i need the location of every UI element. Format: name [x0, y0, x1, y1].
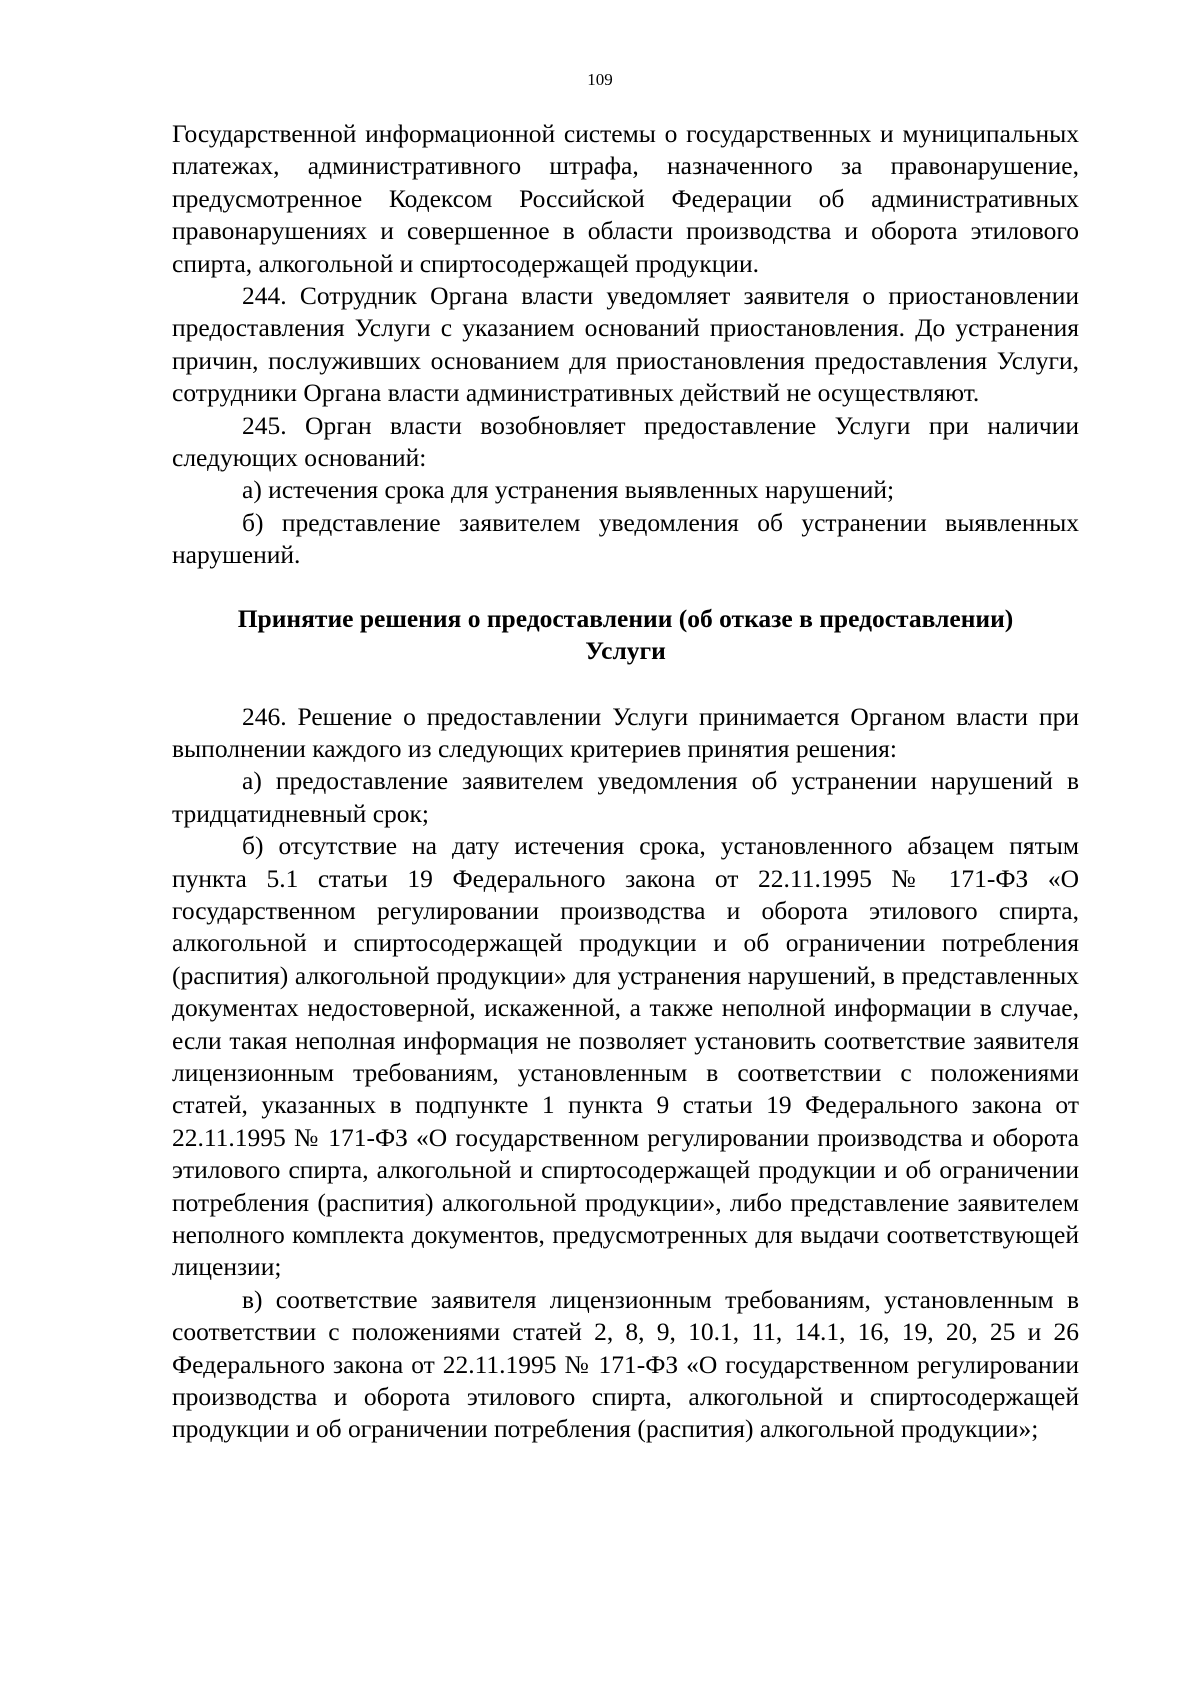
paragraph: 245. Орган власти возобновляет предоставление Услуги при наличии следующих оснований:: [172, 410, 1079, 473]
heading-line-2: Услуги: [585, 636, 666, 666]
paragraph: б) представление заявителем уведомления об устранении выявленных нарушений.: [172, 507, 1079, 570]
paragraph: б) отсутствие на дату истечения срока, установленного абзацем пятым пункта 5.1 статьи 19 Федерального закона от 22.11.1995 № 171-ФЗ «О государственном регулировании производства и оборота этилового спирта, алкогольной и спиртосодержащей продукции и об ограничении потребления (распития) алкогольной продукции» для устранения нарушений, в представленных документах недостоверной, искаженной, а также неполной информации в случае, если такая неполная информация не позволяет установить соответствие заявителя лицензионным требованиям, установленным в соответствии с положениями статей, указанных в подпункте 1 пункта 9 статьи 19 Федерального закона от 22.11.1995 № 171-ФЗ «О государственном регулировании производства и оборота этилового спирта, алкогольной и спиртосодержащей продукции и об ограничении потребления (распития) алкогольной продукции», либо представление заявителем неполного комплекта документов, предусмотренных для выдачи соответствующей лицензии;: [172, 831, 1079, 1282]
document-body: [172, 118, 1079, 1446]
paragraph: 244. Сотрудник Органа власти уведомляет заявителя о приостановлении предоставления Услуги с указанием оснований приостановления. До устранения причин, послуживших основанием для приостановления предоставления Услуги, сотрудники Органа власти административных действий не осуществляют.: [172, 281, 1079, 408]
heading-line-1: Принятие решения о предоставлении (об отказе в предоставлении): [237, 603, 1014, 633]
section-heading: [172, 603, 1079, 668]
paragraph: а) предоставление заявителем уведомления об устранении нарушений в тридцатидневный срок;: [172, 766, 1079, 828]
paragraph: Государственной информационной системы о государственных и муниципальных платежах, административного штрафа, назначенного за правонарушение, предусмотренное Кодексом Российской Федерации об административных правонарушениях и совершенное в области производства и оборота этилового спирта, алкогольной и спиртосодержащей продукции.: [172, 119, 1079, 278]
paragraph: а) истечения срока для устранения выявленных нарушений;: [242, 475, 895, 505]
paragraph: в) соответствие заявителя лицензионным требованиям, установленным в соответствии с положениями статей 2, 8, 9, 10.1, 11, 14.1, 16, 19, 20, 25 и 26 Федерального закона от 22.11.1995 № 171-ФЗ «О государственном регулировании производства и оборота этилового спирта, алкогольной и спиртосодержащей продукции и об ограничении потребления (распития) алкогольной продукции»;: [172, 1284, 1079, 1444]
section-before-heading: [172, 118, 1079, 572]
page-number: 109: [587, 70, 613, 89]
section-after-heading: [172, 701, 1079, 1446]
paragraph: 246. Решение о предоставлении Услуги принимается Органом власти при выполнении каждого из следующих критериев принятия решения:: [172, 701, 1079, 763]
